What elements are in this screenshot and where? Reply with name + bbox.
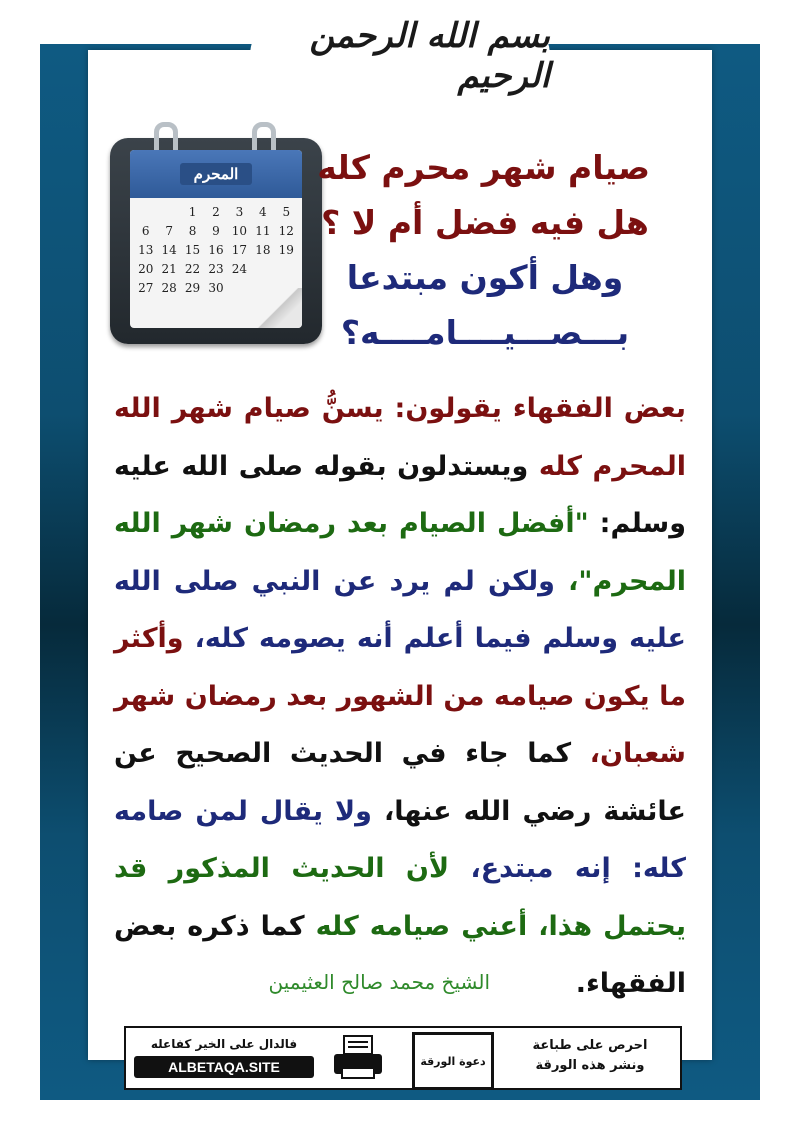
calendar-day: 4 [259, 205, 267, 219]
calendar-day: 5 [282, 205, 291, 219]
calendar-day: 9 [212, 224, 220, 238]
calendar-day: 24 [231, 262, 248, 276]
calendar-day: 14 [161, 243, 177, 257]
body-segment: ولا يقال لمن صامه كله: إنه مبتدع، [114, 795, 686, 884]
footer-right-line-2: ونشر هذه الورقة [535, 1058, 645, 1073]
calendar-header [130, 150, 302, 198]
printer-icon [330, 1034, 386, 1082]
title-line-2: هل فيه فضل أم لا ؟ [321, 203, 649, 242]
calendar-day: 7 [165, 224, 173, 238]
calendar-grid [130, 198, 302, 297]
calendar-day [134, 204, 157, 221]
footer-print-notice [510, 1036, 670, 1076]
body-segment: ويستدلون بقوله صلى الله عليه وسلم: [114, 450, 686, 539]
calendar-day: 1 [188, 205, 197, 219]
calendar-day: 22 [184, 262, 201, 276]
basmala-heading: بسم الله الرحمن الرحيم [250, 10, 550, 102]
title-line-4: بـــصـــيــــامــــه؟ [340, 313, 630, 352]
calendar-day: 21 [161, 262, 177, 276]
calendar-day: 6 [141, 224, 150, 238]
body-segment: المحرم كله [538, 450, 687, 482]
calendar-day: 2 [212, 205, 220, 219]
title-block [317, 140, 650, 360]
body-segment: كما ذكره بعض الفقهاء. [114, 910, 686, 999]
calendar-day: 17 [231, 243, 248, 257]
calendar-icon [110, 138, 322, 344]
calendar-day: 23 [208, 262, 224, 276]
calendar-day: 30 [208, 281, 224, 295]
footer-left-line: فالدال على الخير كفاعله [150, 1037, 298, 1051]
body-segment: ولكن لم يرد عن النبي صلى الله عليه وسلم فيما أعلم أنه يصومه كله، [114, 565, 686, 654]
calendar-day: 8 [188, 224, 197, 238]
calendar-day: 3 [235, 205, 244, 219]
article-body [114, 380, 686, 1013]
calendar-day: 20 [138, 262, 154, 276]
calendar-day: 29 [184, 281, 201, 295]
body-segment: لأن الحديث المذكور قد يحتمل هذا، أعني صيامه كله [114, 853, 686, 942]
body-segment: بعض الفقهاء يقولون: يسنُّ صيام شهر الله [114, 393, 686, 424]
footer-site-block [134, 1036, 314, 1078]
calendar-day: 12 [278, 224, 294, 238]
calendar-day: 18 [255, 243, 271, 257]
title-line-1: صيام شهر محرم كله [317, 148, 650, 187]
calendar-month: المحرم [180, 163, 253, 185]
calendar-day: 28 [161, 281, 177, 295]
footer-right-line-1: احرص على طباعة [532, 1038, 648, 1053]
title-line-3: وهل أكون مبتدعا [346, 258, 624, 297]
logo: دعوة الورقة [412, 1032, 494, 1090]
site-link[interactable]: ALBETAQA.SITE [134, 1056, 314, 1078]
calendar-day [251, 261, 274, 278]
calendar-day: 10 [231, 224, 248, 238]
calendar-day: 11 [255, 224, 271, 238]
calendar-day [275, 261, 298, 278]
calendar-day: 19 [278, 243, 294, 257]
calendar-page [130, 150, 302, 328]
body-segment: كما جاء في الحديث الصحيح عن عائشة رضي الله عنها، [114, 738, 686, 827]
calendar-day: 15 [184, 243, 201, 257]
author-signature: الشيخ محمد صالح العثيمين [268, 970, 490, 994]
body-segment: وأكثر ما يكون صيامه من الشهور بعد رمضان شهر شعبان، [114, 623, 686, 769]
calendar-day: 13 [138, 243, 154, 257]
calendar-day: 27 [138, 281, 154, 295]
calendar-day [228, 280, 251, 297]
footer-bar [124, 1026, 682, 1090]
calendar-day: 16 [208, 243, 224, 257]
calendar-day [157, 204, 180, 221]
body-segment: "أفضل الصيام بعد رمضان شهر الله المحرم"، [114, 508, 686, 597]
